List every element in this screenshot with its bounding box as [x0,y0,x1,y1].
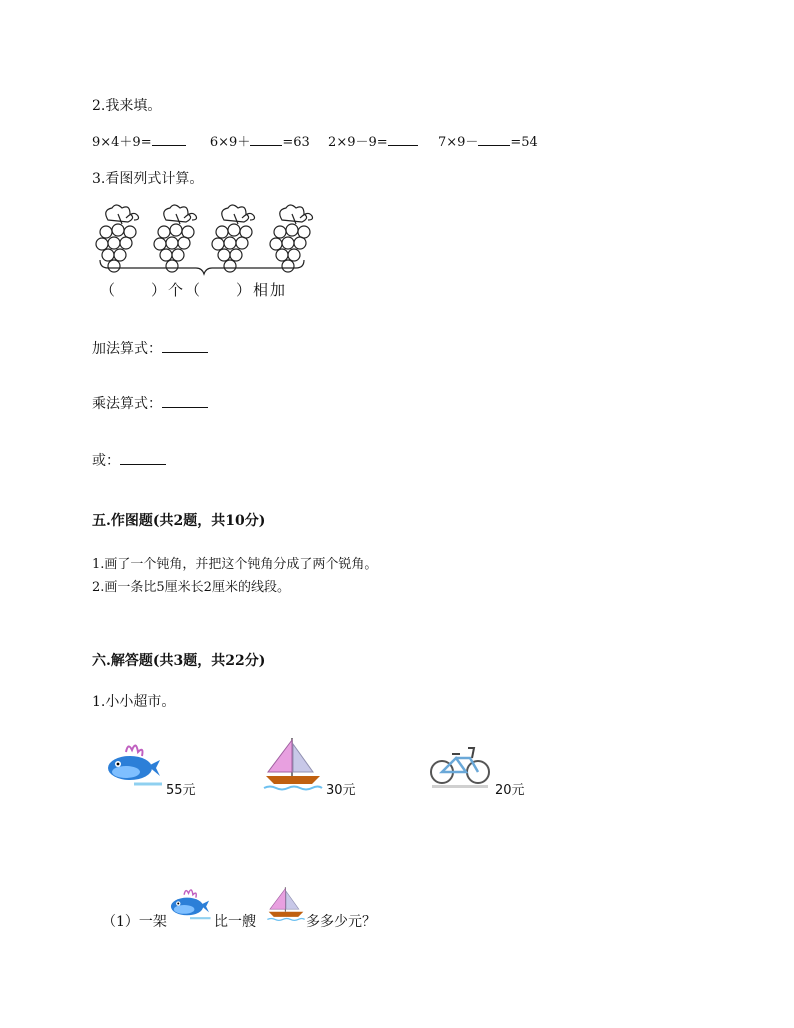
addition-line [92,338,208,358]
eq4-text-a: 7×9－ [437,135,479,150]
or-line [92,450,166,470]
grape-bunch-3 [212,205,255,272]
subq1-middle: 比一艘 [214,914,256,930]
eq2-text-b: =63 [282,135,310,150]
grape-bunch-4 [270,205,313,272]
addition-blank[interactable] [162,340,208,353]
grape-bunch-2 [154,205,197,272]
price-bicycle: 20元 [495,783,525,798]
eq4-blank[interactable] [478,133,510,146]
brace [100,260,304,274]
price-sailboat: 30元 [326,783,356,798]
section5-item-2: 2.画一条比5厘米长2厘米的线段。 [92,580,290,595]
grape-bunch-1 [96,205,139,272]
q2-title: 2.我来填。 [92,98,162,114]
sailboat-icon [262,736,324,792]
eq2-text-a: 6×9＋ [209,135,251,150]
airplane-small-icon [168,884,212,926]
section6-heading: 六.解答题(共3题，共22分) [92,653,266,669]
grapes-caption: （ ）个（ ）相加 [100,281,288,299]
eq3-text: 2×9－9= [328,135,388,150]
airplane-icon [104,738,164,794]
eq1-blank[interactable] [152,133,186,146]
eq2-blank[interactable] [250,133,282,146]
or-label: 或： [92,453,120,469]
subq1-suffix: 多多少元？ [306,914,376,930]
bicycle-icon [428,742,492,790]
section5-heading: 五.作图题(共2题，共10分) [92,513,266,529]
subq1-prefix: （1）一架 [102,914,167,930]
addition-label: 加法算式： [92,341,162,357]
eq3-blank[interactable] [388,133,418,146]
eq4-text-b: =54 [510,135,538,150]
multiplication-label: 乘法算式： [92,396,162,412]
or-blank[interactable] [120,452,166,465]
price-airplane: 55元 [166,783,196,798]
q3-title: 3.看图列式计算。 [92,171,204,187]
multiplication-line [92,393,208,413]
q2-equations [92,131,538,150]
eq1-text: 9×4＋9= [92,135,152,150]
sailboat-small-icon [266,886,306,922]
multiplication-blank[interactable] [162,395,208,408]
section5-item-1: 1.画了一个钝角，并把这个钝角分成了两个锐角。 [92,557,378,572]
section6-item-1: 1.小小超市。 [92,694,176,710]
